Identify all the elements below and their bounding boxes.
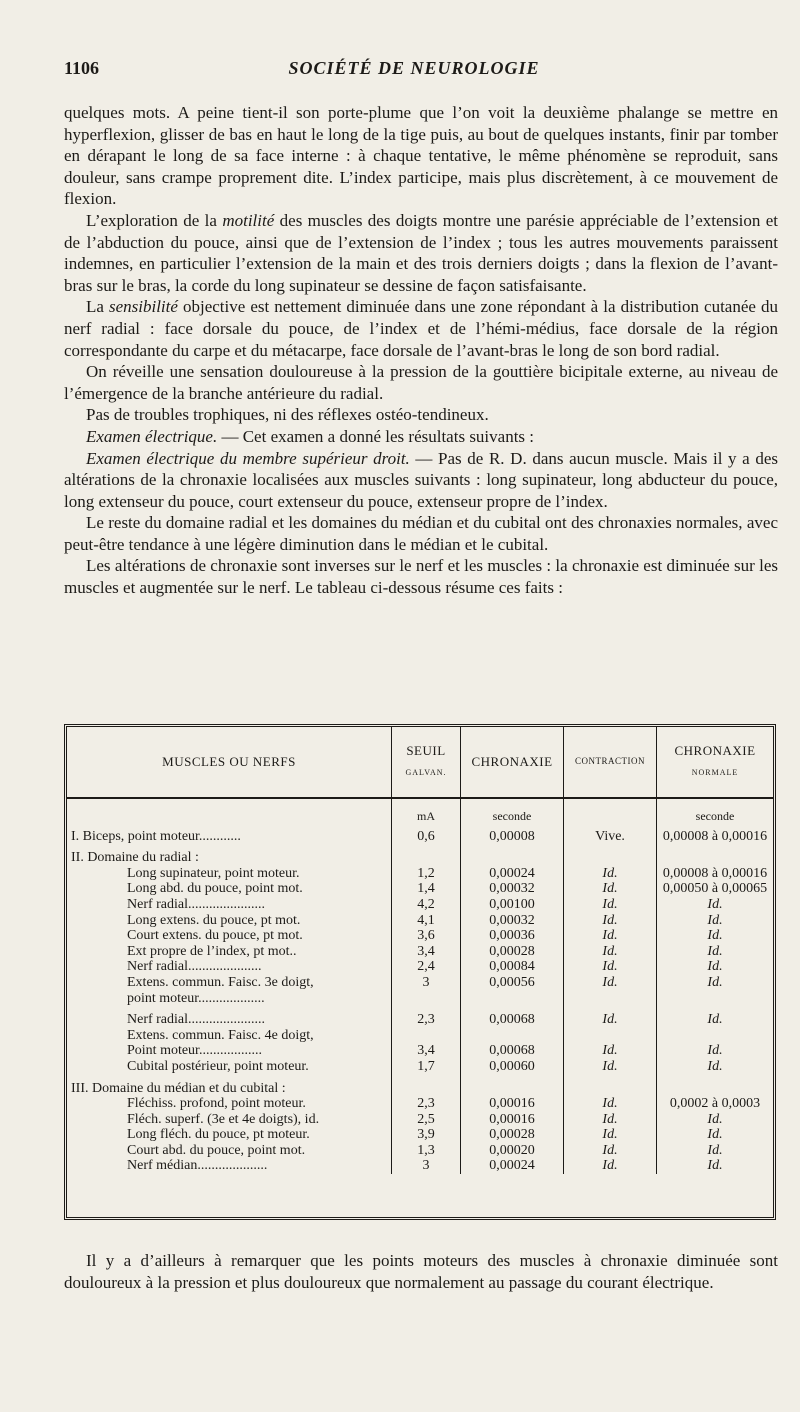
cell-seuil	[392, 844, 461, 866]
cell-normale: 0,00008 à 0,00016	[657, 829, 774, 845]
cell-normale: Id.	[657, 959, 774, 975]
cell-chronaxie	[461, 844, 564, 866]
paragraph	[64, 296, 778, 361]
body-text	[64, 102, 778, 599]
text: — Pas de R. D. dans aucun muscle. Mais il y a des altérations de la chronaxie localisées aux muscles suivants : long supinateur, long abducteur du pouce, long extenseur du pouce, court extenseur du pouce, extenseur propre de l’index.	[64, 448, 778, 511]
header-chronaxie: CHRONAXIE	[461, 727, 564, 798]
cell-chronaxie: 0,00036	[461, 928, 564, 944]
cell-normale: Id.	[657, 897, 774, 913]
cell-contraction: Id.	[564, 1143, 657, 1159]
cell-normale: Id.	[657, 1127, 774, 1143]
cell-name: Point moteur..................	[127, 1043, 262, 1059]
cell-seuil: 1,2	[392, 866, 461, 882]
header-chronaxie-normale: CHRONAXIE NORMALE	[657, 727, 774, 798]
cell-seuil: 1,4	[392, 881, 461, 897]
table-row	[67, 991, 773, 1007]
cell-name: Fléchiss. profond, point moteur.	[127, 1096, 306, 1112]
cell-seuil: 1,3	[392, 1143, 461, 1159]
cell-contraction: Vive.	[564, 829, 657, 845]
cell-normale: 0,00050 à 0,00065	[657, 881, 774, 897]
header-muscles: MUSCLES OU NERFS	[67, 727, 392, 798]
cell-seuil: 1,7	[392, 1059, 461, 1075]
page-header	[64, 58, 764, 84]
text: Pas de troubles trophiques, ni des réflexes ostéo-tendineux.	[86, 405, 489, 425]
text: des muscles des doigts montre une parésie appréciable de l’extension et de l’abduction du pouce, ainsi que de l’extension de l’index ; tous les autres mouvements paraissent indemnes, en particulier l’extension de la main et des trois derniers doigts ; dans la flexion de l’avant-bras sur le bras, la corde du long supinateur se dessine de façon satisfaisante.	[64, 210, 778, 295]
table-row	[67, 844, 773, 866]
cell-name: Court abd. du pouce, point mot.	[127, 1142, 306, 1158]
cell-name: Long fléch. du pouce, pt moteur.	[127, 1127, 310, 1143]
italic-text: sensibilité	[108, 297, 178, 317]
cell-seuil: 3,4	[392, 1043, 461, 1059]
cell-name: II. Domaine du radial :	[71, 850, 199, 866]
cell-normale: Id.	[657, 944, 774, 960]
table-row	[67, 1096, 773, 1112]
cell-chronaxie: 0,00056	[461, 975, 564, 991]
italic-text: motilité	[222, 210, 275, 230]
cell-normale: 0,0002 à 0,0003	[657, 1096, 774, 1112]
table-row	[67, 1112, 773, 1128]
cell-name: point moteur...................	[127, 990, 265, 1006]
cell-contraction: Id.	[564, 1127, 657, 1143]
table-row	[67, 913, 773, 929]
cell-seuil: 3,9	[392, 1127, 461, 1143]
cell-seuil: 3,6	[392, 928, 461, 944]
cell-seuil: 3	[392, 975, 461, 991]
table-header-row	[67, 727, 773, 798]
cell-chronaxie: 0,00060	[461, 1059, 564, 1075]
text: On réveille une sensation douloureuse à la pression de la gouttière bicipitale externe, au niveau de l’émergence de la branche antérieure du radial.	[64, 362, 778, 403]
cell-name: Extens. commun. Faisc. 4e doigt,	[127, 1027, 314, 1043]
cell-contraction: Id.	[564, 1043, 657, 1059]
cell-name: Nerf médian....................	[127, 1158, 268, 1174]
paragraph	[64, 448, 778, 513]
cell-name: Ext propre de l’index, pt mot..	[127, 943, 297, 959]
table-row	[67, 1059, 773, 1075]
table-row	[67, 881, 773, 897]
header-contraction: CONTRACTION	[564, 727, 657, 798]
cell-name: I. Biceps, point moteur............	[71, 828, 241, 844]
cell-contraction: Id.	[564, 1158, 657, 1174]
cell-name: Fléch. superf. (3e et 4e doigts), id.	[127, 1111, 320, 1127]
cell-normale: Id.	[657, 1158, 774, 1174]
cell-chronaxie	[461, 1028, 564, 1044]
closing-paragraph: Il y a d’ailleurs à remarquer que les points moteurs des muscles à chronaxie diminuée sont douloureux à la pression et plus douloureux que normalement au passage du courant électrique.	[64, 1251, 778, 1292]
cell-seuil: 3,4	[392, 944, 461, 960]
units-row: mA seconde seconde	[67, 798, 773, 829]
cell-normale: Id.	[657, 928, 774, 944]
header-seuil: SEUIL GALVAN.	[392, 727, 461, 798]
text: Les altérations de chronaxie sont inverses sur le nerf et les muscles : la chronaxie est diminuée sur les muscles et augmentée sur le nerf. Le tableau ci-dessous résume ces faits :	[64, 556, 778, 598]
cell-contraction	[564, 1028, 657, 1044]
cell-seuil	[392, 1075, 461, 1097]
text: objective est nettement diminuée dans une zone répondant à la distribution cutanée du nerf radial : face dorsale du pouce, de l’index et de l’hémi-médius, face dorsale de la région correspondante du carpe et du métacarpe, face dorsale de l’avant-bras le long de son bord radial.	[64, 297, 778, 360]
cell-chronaxie: 0,00008	[461, 829, 564, 845]
italic-text: Examen électrique.	[86, 426, 218, 446]
cell-contraction: Id.	[564, 897, 657, 913]
table-row	[67, 1075, 773, 1097]
cell-name: Long abd. du pouce, point mot.	[127, 881, 303, 897]
cell-seuil: 3	[392, 1158, 461, 1174]
cell-normale	[657, 991, 774, 1007]
cell-normale	[657, 1028, 774, 1044]
cell-normale	[657, 844, 774, 866]
cell-seuil: 4,1	[392, 913, 461, 929]
cell-name: Nerf radial......................	[127, 896, 266, 912]
cell-chronaxie: 0,00024	[461, 866, 564, 882]
cell-seuil: 2,5	[392, 1112, 461, 1128]
paragraph	[64, 210, 778, 296]
cell-normale: Id.	[657, 1143, 774, 1159]
cell-chronaxie: 0,00020	[461, 1143, 564, 1159]
cell-contraction: Id.	[564, 944, 657, 960]
text: quelques mots. A peine tient-il son porte-plume que l’on voit la deuxième phalange se mettre en hyperflexion, glisser de bas en haut le long de la tige puis, au bout de quelques instants, finir par tomber en dérapant le long de sa face interne : à chaque tentative, le même phénomène se reproduit, sans douleur, sans crampe proprement dite. L’index participe, mais plus discrètement, à ce mouvement de flexion.	[64, 103, 778, 209]
journal-title: SOCIÉTÉ DE NEUROLOGIE	[288, 58, 540, 78]
italic-text: Examen électrique du membre supérieur droit.	[86, 448, 410, 468]
cell-seuil: 4,2	[392, 897, 461, 913]
cell-seuil	[392, 1028, 461, 1044]
cell-normale: Id.	[657, 1112, 774, 1128]
cell-seuil	[392, 991, 461, 1007]
cell-name: Long supinateur, point moteur.	[127, 865, 300, 881]
cell-normale: Id.	[657, 1059, 774, 1075]
table-row	[67, 1043, 773, 1059]
cell-chronaxie: 0,00028	[461, 1127, 564, 1143]
cell-contraction	[564, 991, 657, 1007]
cell-name: Court extens. du pouce, pt mot.	[127, 928, 303, 944]
cell-chronaxie: 0,00068	[461, 1006, 564, 1028]
cell-seuil: 2,4	[392, 959, 461, 975]
cell-contraction	[564, 1075, 657, 1097]
cell-contraction	[564, 844, 657, 866]
table-row	[67, 1006, 773, 1028]
cell-chronaxie: 0,00032	[461, 913, 564, 929]
cell-contraction: Id.	[564, 959, 657, 975]
cell-name: Nerf radial......................	[127, 1012, 266, 1028]
cell-normale: Id.	[657, 913, 774, 929]
table-row	[67, 829, 773, 845]
cell-normale	[657, 1075, 774, 1097]
cell-chronaxie: 0,00068	[461, 1043, 564, 1059]
cell-seuil: 0,6	[392, 829, 461, 845]
cell-chronaxie: 0,00100	[461, 897, 564, 913]
cell-contraction: Id.	[564, 1059, 657, 1075]
cell-name: Cubital postérieur, point moteur.	[127, 1058, 309, 1074]
table-row	[67, 1127, 773, 1143]
cell-name: Extens. commun. Faisc. 3e doigt,	[127, 974, 314, 990]
table-row	[67, 959, 773, 975]
cell-contraction: Id.	[564, 1006, 657, 1028]
text: Le reste du domaine radial et les domaines du médian et du cubital ont des chronaxies normales, avec peut-être tendance à une légère diminution dans le médian et le cubital.	[64, 513, 778, 554]
paragraph	[64, 404, 778, 426]
cell-chronaxie	[461, 991, 564, 1007]
cell-name: Nerf radial.....................	[127, 959, 262, 975]
cell-normale: Id.	[657, 1006, 774, 1028]
cell-contraction: Id.	[564, 913, 657, 929]
cell-contraction: Id.	[564, 866, 657, 882]
text: — Cet examen a donné les résultats suivants :	[217, 426, 535, 446]
table-row	[67, 897, 773, 913]
cell-chronaxie: 0,00024	[461, 1158, 564, 1174]
cell-seuil: 2,3	[392, 1006, 461, 1028]
text: La	[86, 297, 109, 317]
cell-name: Long extens. du pouce, pt mot.	[127, 912, 301, 928]
cell-chronaxie: 0,00084	[461, 959, 564, 975]
table-row	[67, 1028, 773, 1044]
cell-normale: 0,00008 à 0,00016	[657, 866, 774, 882]
paragraph	[64, 512, 778, 555]
cell-contraction: Id.	[564, 881, 657, 897]
cell-contraction: Id.	[564, 975, 657, 991]
text: L’exploration de la	[86, 210, 223, 230]
table-row	[67, 944, 773, 960]
cell-chronaxie: 0,00016	[461, 1112, 564, 1128]
page-number: 1106	[64, 58, 100, 78]
table-row	[67, 1143, 773, 1159]
cell-chronaxie: 0,00032	[461, 881, 564, 897]
paragraph	[64, 426, 778, 448]
chronaxie-table	[64, 724, 776, 1220]
paragraph	[64, 361, 778, 404]
cell-chronaxie	[461, 1075, 564, 1097]
cell-name: III. Domaine du médian et du cubital :	[71, 1080, 286, 1096]
cell-contraction: Id.	[564, 1096, 657, 1112]
table-row	[67, 1158, 773, 1174]
cell-seuil: 2,3	[392, 1096, 461, 1112]
table-row	[67, 928, 773, 944]
cell-contraction: Id.	[564, 1112, 657, 1128]
table-row	[67, 975, 773, 991]
cell-contraction: Id.	[564, 928, 657, 944]
cell-chronaxie: 0,00016	[461, 1096, 564, 1112]
cell-normale: Id.	[657, 975, 774, 991]
cell-chronaxie: 0,00028	[461, 944, 564, 960]
paragraph	[64, 555, 778, 598]
paragraph	[64, 102, 778, 210]
cell-normale: Id.	[657, 1043, 774, 1059]
table-row	[67, 866, 773, 882]
